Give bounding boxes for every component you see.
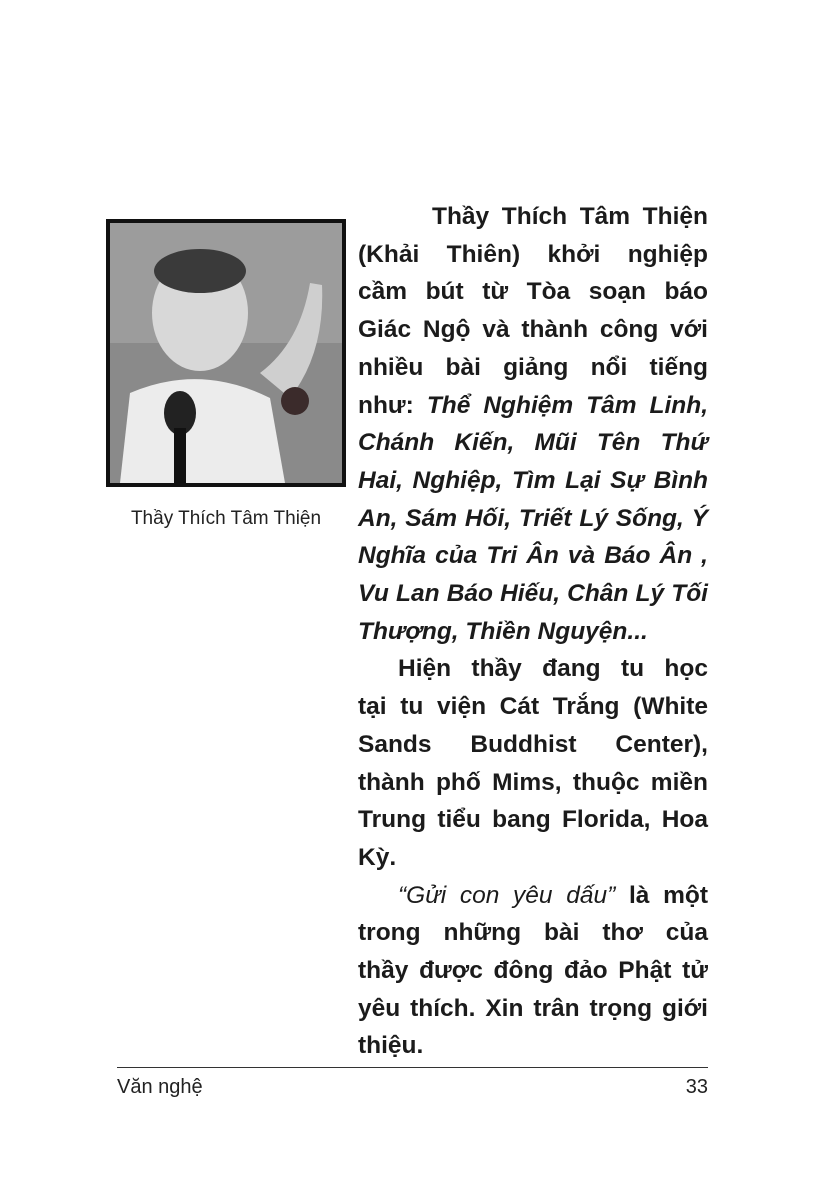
text-line: Thượng, Thiền Nguyện... [358,617,648,645]
text-line: Giác Ngộ và thành công với [358,316,708,344]
portrait-image [110,223,342,483]
paragraph-2 [358,650,708,876]
text-line [358,387,708,425]
text-line: Nghĩa của Tri Ân và Báo Ân , [358,542,708,570]
text-line [358,877,708,915]
section-name: Văn nghệ [117,1076,203,1098]
text-line: yêu thích. Xin trân trọng giới [358,994,708,1022]
author-photo [106,219,346,487]
lead-text: như: [358,391,427,419]
photo-caption: Thầy Thích Tâm Thiện [130,508,322,529]
text-line: Thầy Thích Tâm Thiện [432,203,708,230]
text-line: nhiều bài giảng nổi tiếng [358,353,708,381]
text-line: Kỳ. [358,843,397,871]
text-line: Chánh Kiến, Mũi Tên Thứ [358,429,708,457]
text-line: (Khải Thiên) khởi nghiệp [358,240,708,268]
text-line: Sands Buddhist Center), [358,730,708,758]
text-line: Hiện thầy đang tu học [398,655,708,683]
text-line: tại tu viện Cát Trắng (White [358,693,708,721]
text-line: Trung tiểu bang Florida, Hoa [358,806,708,834]
text-line: trong những bài thơ của [358,919,708,947]
text-line: cầm bút từ Tòa soạn báo [358,278,708,306]
text-line: Vu Lan Báo Hiếu, Chân Lý Tối [358,580,708,608]
poem-title: “Gửi con yêu dấu” [398,881,616,909]
text-line: An, Sám Hối, Triết Lý Sống, Ý [358,504,708,532]
text-fragment: là một [615,881,708,909]
lecture-title: Thể Nghiệm Tâm Linh, [426,391,708,419]
text-line: thiệu. [358,1032,424,1060]
text-line: Hai, Nghiệp, Tìm Lại Sự Bình [358,466,708,494]
text-line: thành phố Mims, thuộc miền [358,768,708,796]
text-line: thầy được đông đảo Phật tử [358,957,708,985]
paragraph-3 [358,877,708,1066]
paragraph-1 [358,198,708,650]
page-number: 33 [685,1076,708,1098]
footer-divider [117,1067,708,1068]
article-body [358,198,708,1065]
